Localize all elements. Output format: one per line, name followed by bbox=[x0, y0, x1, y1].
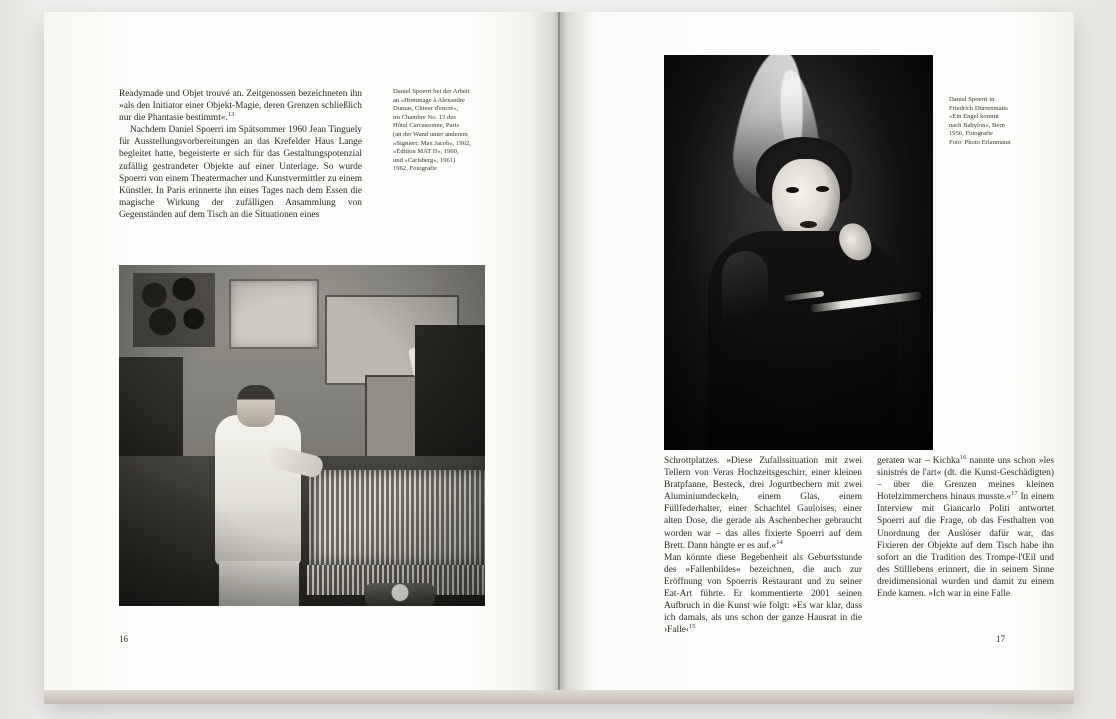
caption-line: Hôtel Carcassonne, Paris bbox=[393, 122, 460, 130]
left-paragraph-2: Nachdem Daniel Spoerri im Spätsommer 1960 Jean Tinguely für Ausstellungsvorbereitungen an das Krefelder Haus Lange begleitet hatte, begeisterte er sich für das Gestaltungspotenzial zufällig gestrandeter Objekte auf einer Unterlage. So wurde Spoerri von einem Theatermacher und Kunstvermittler zu einem Künstler. In Paris erinnerte ihn eines Tages nach dem Essen die magische Wirkung der zufälligen Ansammlung von Gegenständen auf dem Tisch an die Situationen eines bbox=[119, 125, 362, 220]
left-page-number: 16 bbox=[119, 634, 128, 644]
footnote-marker: 13 bbox=[227, 111, 235, 119]
open-book bbox=[44, 12, 1074, 702]
caption-line: »Édition MAT II«, 1960, bbox=[393, 148, 459, 156]
footnote-marker: 16 bbox=[959, 453, 967, 461]
photo-vignette bbox=[119, 265, 485, 606]
spoerri-at-work-photo bbox=[119, 265, 485, 606]
caption-line: und »Carlsberg«, 1961) bbox=[393, 156, 456, 164]
caption-line: Foto: Photo Erlanmann bbox=[949, 138, 1011, 146]
page-edge bbox=[44, 690, 1074, 704]
right-page-number: 17 bbox=[996, 634, 1005, 644]
caption-line: (an der Wand unter anderem bbox=[393, 130, 468, 138]
right-photo-caption bbox=[949, 96, 1049, 148]
left-body-text bbox=[119, 88, 362, 221]
caption-line: Dumas, Chieur d'encre«, bbox=[393, 105, 459, 113]
right-col-left-paragraph-1: Schrottplatzes. »Diese Zufallssituation mit zwei Tellern von Veras Hochzeitsgeschirr, einer kleinen Bratpfanne, Besteck, drei Jogurtbechern mit zwei Aluminiumdeckeln, einem Glas, einem Füllfederhalter, einer Schachtel Gauloises, einer alten Dose, die gerade als Aschenbecher gebraucht worden war – das alles fixierte Spoerri auf dem Brett. Dann hängte er es auf.«$^{14}$ bbox=[664, 456, 862, 551]
right-col-left-paragraph-2: Man könnte diese Begebenheit als Geburtsstunde des »Fallenbildes« bezeichnen, die auch zur Eröffnung von Spoerris Restaurant und zu seiner Eat-Art führte. Er kommentierte 2001 seinen Aufbruch in die Kunst wie folgt: »Es war klar, dass ich damals, als uns schon der ganze Hausrat in die ›Falle‹$^{15}$ bbox=[664, 552, 862, 636]
right-page bbox=[559, 12, 1074, 702]
spoerri-theatre-portrait-photo bbox=[664, 55, 933, 450]
caption-line: Daniel Spoerri in bbox=[949, 96, 995, 103]
right-column-right bbox=[877, 455, 1054, 600]
caption-line: an »Hommage à Alexandre bbox=[393, 96, 465, 104]
book-spine-line bbox=[558, 12, 560, 702]
caption-line: 1962, Fotografie bbox=[393, 165, 437, 173]
portrait-vignette bbox=[664, 55, 933, 450]
caption-line: Friedrich Dürrenmatts bbox=[949, 104, 1008, 112]
footnote-marker: 14 bbox=[776, 538, 783, 546]
left-photo-caption bbox=[393, 88, 503, 174]
caption-line: im Chambre No. 13 des bbox=[393, 113, 456, 121]
caption-line: 1956, Fotografie bbox=[949, 130, 993, 138]
left-paragraph-1: Readymade und Objet trouvé an. Zeitgenossen bezeichneten ihn »als den Initiator einer Objekt-Magie, deren Grenzen schließlich nur die Phantasie bestimmt«.$^{13}$ bbox=[119, 89, 362, 124]
left-page bbox=[44, 12, 559, 702]
footnote-marker: 15 bbox=[689, 623, 696, 631]
right-col-right-paragraph-1: geraten war – Kichka$^{16}$ nannte uns schon »les sinistrés de l'art« (dt. die Kunst-Geschädigten) – über die Grenzen meines kleinen Hotelzimmerchens hinaus musste.«$^{17}$ In einem Interview mit Giancarlo Politi antwortet Spoerri auf die Frage, ob das Festhalten von Unordnung der Auslöser dafür war, das Fixieren der Objekte auf dem Tisch habe ihn sofort an die Tradition des Trompe-l'Œil und des Stilllebens erinnert, die in seinem Sinne dreidimensional wurden und damit zu einem Ende kamen. »Ich war in eine Falle bbox=[877, 453, 1055, 600]
right-column-left bbox=[664, 455, 862, 636]
caption-line: »Ein Engel kommt bbox=[949, 113, 999, 121]
caption-line: »Signiert: Max Jacob«, 1962, bbox=[393, 139, 471, 147]
caption-line: Daniel Spoerri bei der Arbeit bbox=[393, 88, 470, 95]
caption-line: nach Babylon«, Bern bbox=[949, 121, 1005, 129]
footnote-marker: 17 bbox=[1011, 490, 1018, 498]
